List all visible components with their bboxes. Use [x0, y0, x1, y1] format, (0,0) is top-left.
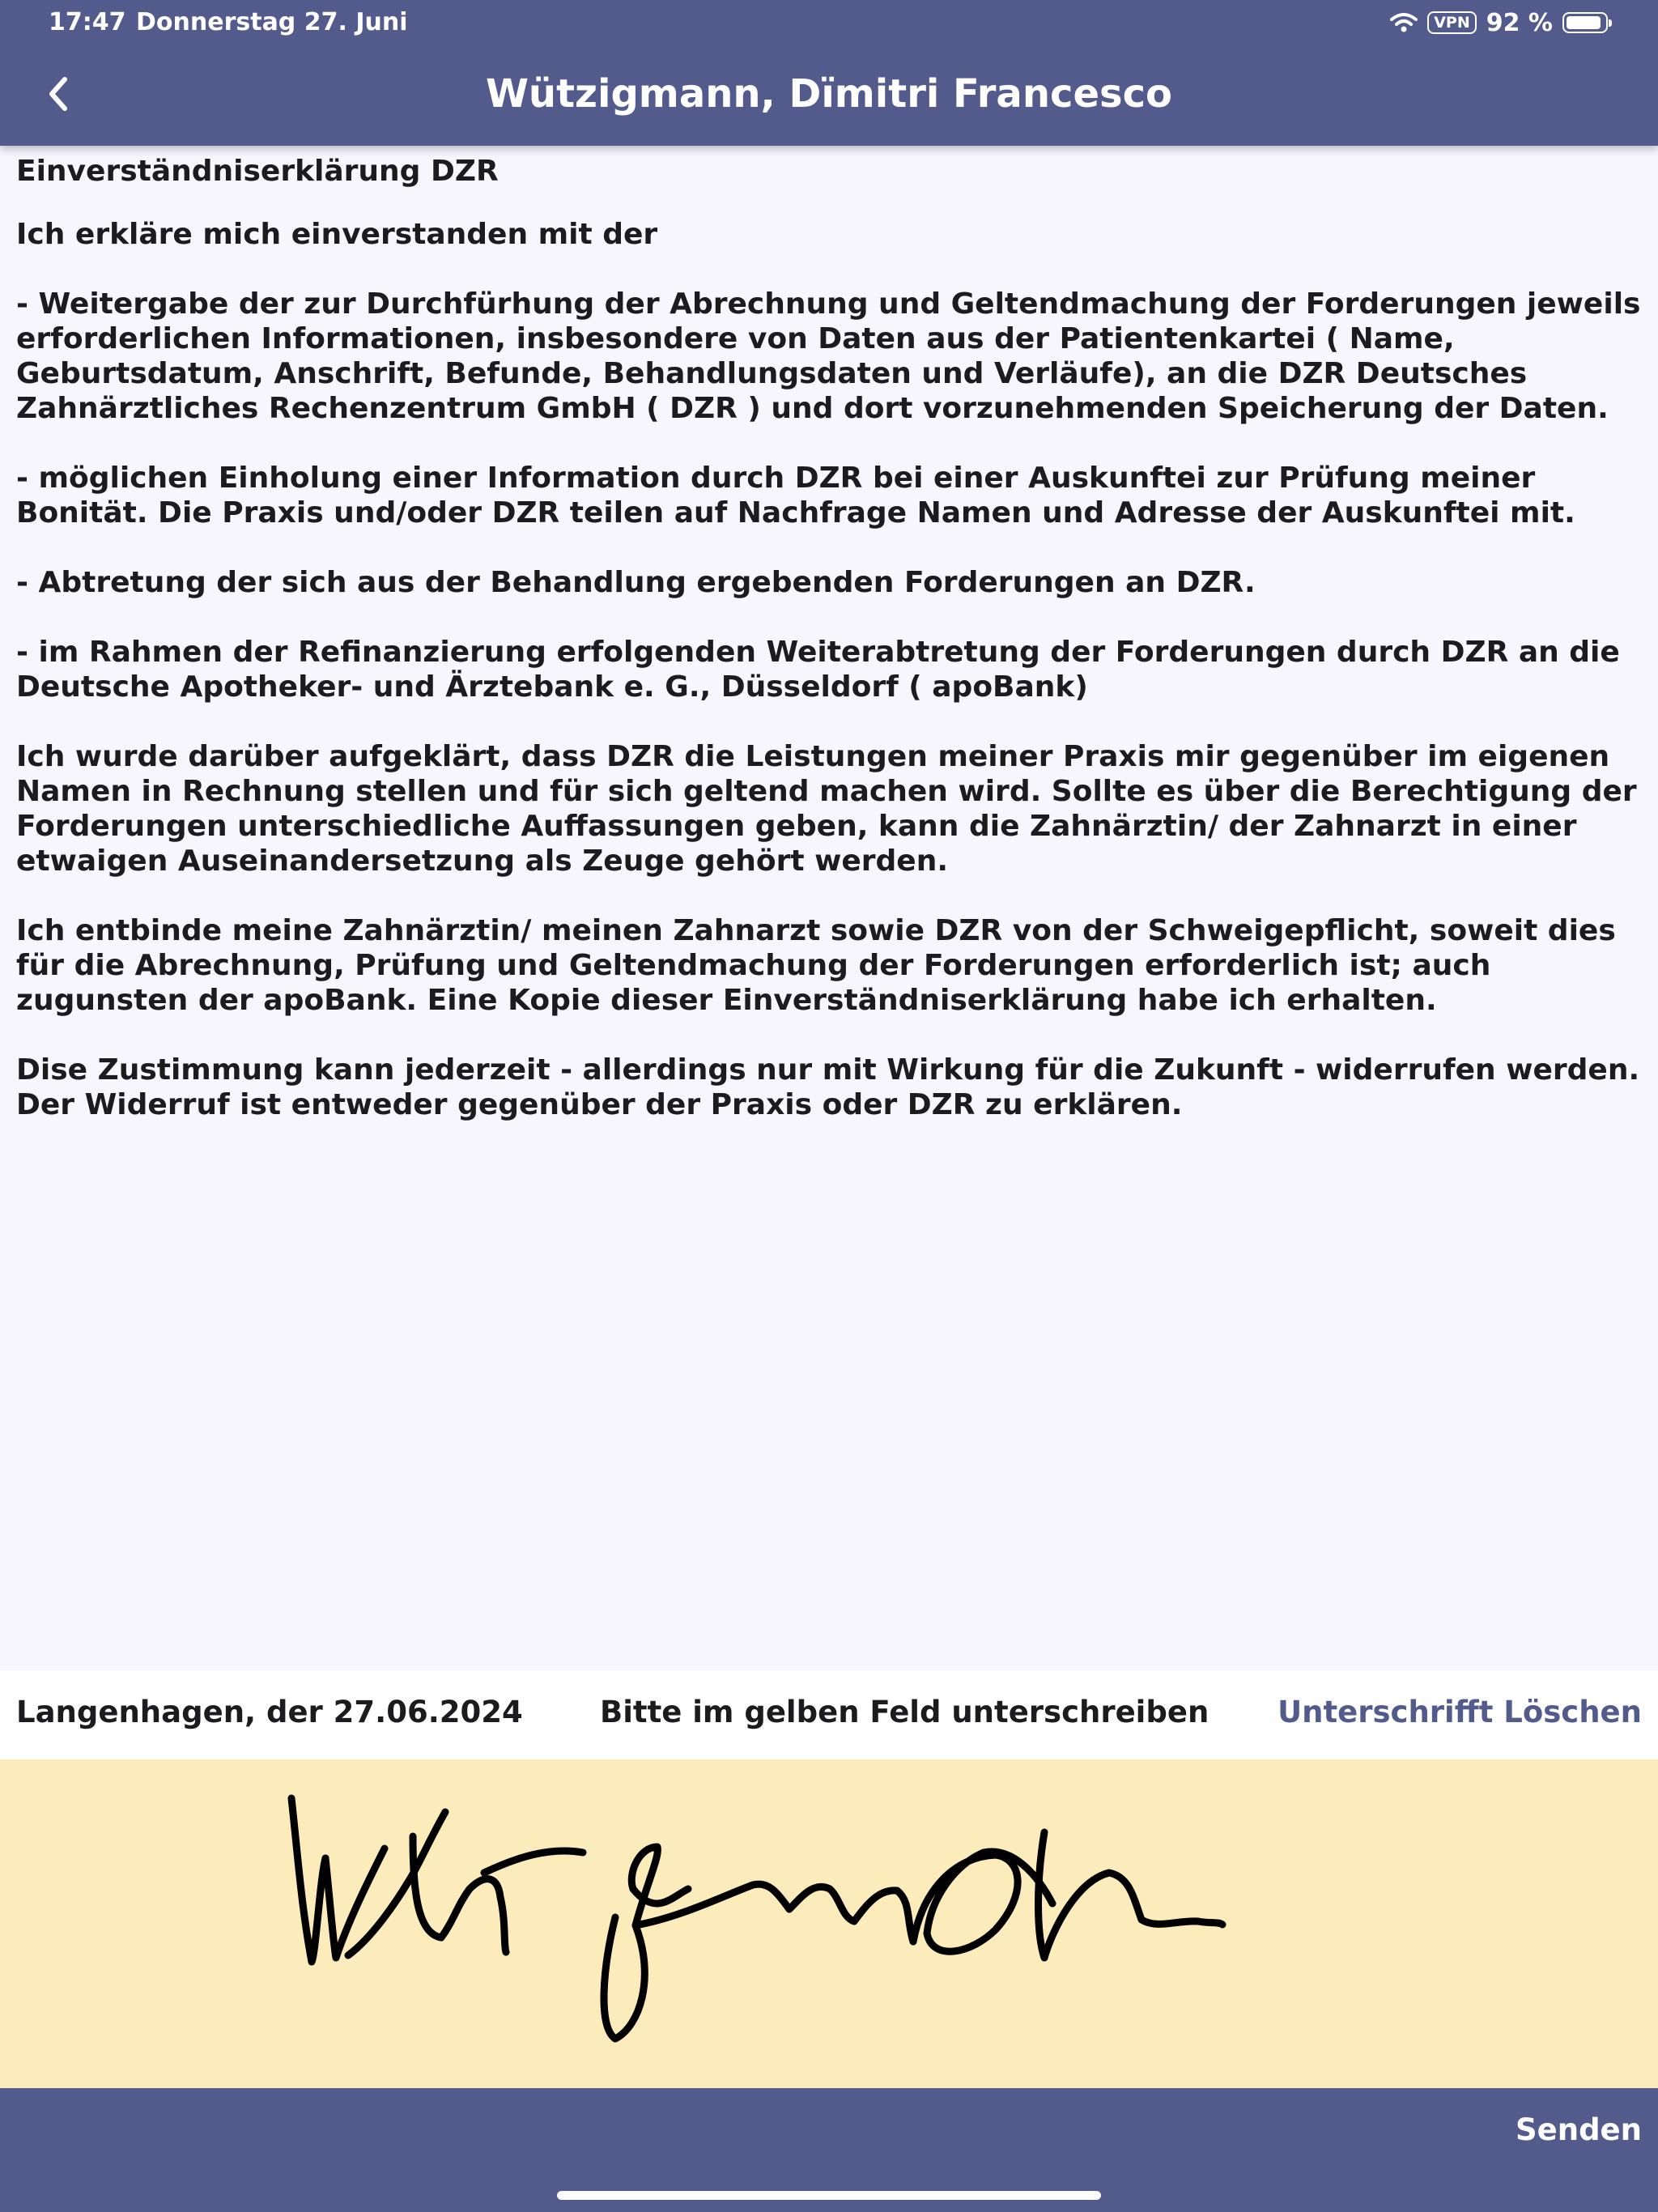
document-paragraph: Ich erkläre mich einverstanden mit der [16, 218, 658, 251]
signature-drawing [0, 1759, 1658, 2088]
wifi-icon [1390, 12, 1418, 33]
status-time: 17:47 [49, 8, 126, 36]
battery-percent: 92 % [1486, 8, 1553, 37]
battery-fill [1567, 16, 1601, 29]
document-paragraph: Ich wurde darüber aufgeklärt, dass DZR die Leistungen meiner Praxis mir gegenüber im eigenen Namen in Rechnung stellen und für sich geltend machen wird. Sollte es über die Berechtigung der Forderungen unterschiedliche Auffassungen geben, kann die Zahnärztin/ der Zahnarzt in einer etwaigen Auseinandersetzung als Zeuge gehört werden. [16, 740, 1637, 878]
send-button[interactable]: Senden [1515, 2112, 1642, 2147]
document-paragraph: Ich entbinde meine Zahnärztin/ meinen Zahnarzt sowie DZR von der Schweigepflicht, soweit dies für die Abrechnung, Prüfung und Geltendmachung der Forderungen erforderlich ist; auch zugunsten der apoBank. Eine Kopie dieser Einverständniserklärung habe ich erhalten. [16, 914, 1616, 1017]
page-title: Wützigmann, Dïmitri Francesco [485, 71, 1172, 117]
document-paragraph: - Abtretung der sich aus der Behandlung ergebenden Forderungen an DZR. [16, 566, 1256, 599]
signature-pad[interactable] [0, 1759, 1658, 2088]
status-date: Donnerstag 27. Juni [136, 8, 408, 36]
document-paragraph: Dise Zustimmung kann jederzeit - allerdings nur mit Wirkung für die Zukunft - widerrufen werden. Der Widerruf ist entweder gegenüber der Praxis oder DZR zu erklären. [16, 1053, 1640, 1121]
battery-tip [1609, 19, 1612, 27]
consent-document [16, 154, 1643, 1157]
document-title: Einverständniserklärung DZR [16, 155, 499, 188]
signature-info-bar [0, 1670, 1658, 1759]
clear-signature-button[interactable]: Unterschrifft Löschen [1278, 1695, 1642, 1729]
signature-hint: Bitte im gelben Feld unterschreiben [600, 1695, 1209, 1729]
vpn-badge: VPN [1427, 11, 1477, 34]
battery-icon [1562, 12, 1608, 33]
document-paragraph: - Weitergabe der zur Durchfürhung der Abrechnung und Geltendmachung der Forderungen jeweils erforderlichen Informationen, insbesondere von Daten aus der Patientenkartei ( Name, Geburtsdatum, Anschrift, Befunde, Behandlungsdaten und Verläufe), an die DZR Deutsches Zahnärztliches Rechenzentrum GmbH ( DZR ) und dort vorzunehmenden Speicherung der Daten. [16, 287, 1641, 425]
document-paragraph: - möglichen Einholung einer Information durch DZR bei einer Auskunftei zur Prüfung meiner Bonität. Die Praxis und/oder DZR teilen auf Nachfrage Namen und Adresse der Auskunftei mit. [16, 462, 1575, 530]
place-date-label: Langenhagen, der 27.06.2024 [16, 1695, 523, 1729]
bottom-toolbar [0, 2088, 1658, 2212]
status-indicators [1390, 6, 1608, 39]
navigation-header [0, 0, 1658, 146]
home-indicator [557, 2191, 1101, 2200]
document-paragraph: - im Rahmen der Refinanzierung erfolgenden Weiterabtretung der Forderungen durch DZR an die Deutsche Apotheker- und Ärztebank e. G., Düsseldorf ( apoBank) [16, 636, 1620, 704]
